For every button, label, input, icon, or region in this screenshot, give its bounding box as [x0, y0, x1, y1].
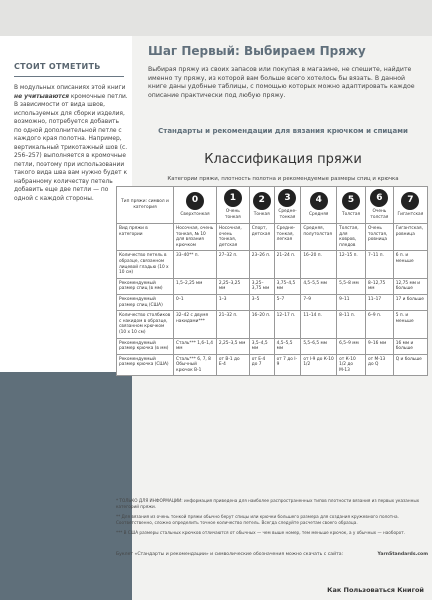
table-cell: 21–32 п. [216, 311, 249, 338]
table-cell: от Е-4 до 7 [249, 354, 274, 376]
top-band [0, 0, 432, 36]
main-content [116, 36, 428, 596]
yarn-weight-symbol-icon: 4 [310, 192, 328, 210]
table-cell: 16–20 п. [249, 311, 274, 338]
sidebar-heading: СТОИТ ОТМЕТИТЬ [14, 62, 101, 71]
row-header: Рекомендуемый размер спиц (США) [117, 294, 174, 310]
page-title: Шаг Первый: Выбираем Пряжу [148, 44, 366, 58]
yarn-category-label: Толстая [342, 212, 361, 218]
table-cell: 8–11 п. [337, 311, 366, 338]
table-cell: 3,75–4,5 мм [274, 278, 301, 294]
table-cell [337, 187, 366, 224]
table-cell: 12–17 п. [274, 311, 301, 338]
table-cell [174, 187, 217, 224]
table-cell [301, 187, 337, 224]
table-cell: 4,5–5,5 мм [274, 338, 301, 354]
yarn-standards-link[interactable]: YarnStandards.com [377, 552, 428, 557]
table-cell: 12,75 мм и больше [393, 278, 427, 294]
row-header: Рекомендуемый размер крючка (США) [117, 354, 174, 376]
yarn-weight-symbol-icon: 3 [278, 189, 296, 207]
table-cell: 3,25–3,75 мм [249, 278, 274, 294]
table-cell: 9–11 [337, 294, 366, 310]
table-cell: Средняя, полутолстая [301, 224, 337, 251]
table-cell: Носочная, очень тонкая, детская [216, 224, 249, 251]
table-cell: 21–24 п. [274, 251, 301, 278]
table-cell [249, 187, 274, 224]
sidebar-body-prefix: В модульных описаниях этой книги [14, 85, 126, 91]
intro-paragraph: Выбирая пряжу из своих запасов или покупая в магазине, не спешите, найдите именно ту пряжу, из которой вам больше всего хотелось бы вязать. В данной книге даны удобные таблицы, с помощью которых можно адаптировать каждое описание практически под любую пряжу. [148, 66, 415, 99]
table-cell: 5,5–8 мм [337, 278, 366, 294]
footer-text: Буклет «Стандарты и рекомендации» и символические обозначения можно скачать с сайта: [116, 552, 344, 557]
yarn-category-label: Средне-тонкая [278, 209, 297, 220]
table-cell [216, 187, 249, 224]
table-cell: 27–32 п. [216, 251, 249, 278]
yarn-weight-symbol-icon: 6 [370, 189, 388, 207]
sidebar-note-box [0, 36, 132, 372]
table-cell: 6,5–9 мм [337, 338, 366, 354]
table-row [117, 187, 428, 224]
table-caption: Категории пряжи, плотность полотна и рекомендуемые размеры спиц и крючка [167, 176, 399, 182]
table-row [117, 354, 428, 376]
footnote: * ТОЛЬКО ДЛЯ ИНФОРМАЦИИ: информация приведена для наиболее распространенных типов плотности вязания из первых указанных категорий пряжи. [116, 498, 420, 509]
section-subtitle: Стандарты и рекомендации для вязания крючком и спицами [158, 127, 408, 135]
yarn-table [116, 186, 428, 376]
yarn-weight-symbol-icon: 5 [342, 192, 360, 210]
row-header: Рекомендуемый размер спиц (в мм) [117, 278, 174, 294]
table-row [117, 311, 428, 338]
table-cell: 33–40** п. [174, 251, 217, 278]
table-cell: 23–26 п. [249, 251, 274, 278]
yarn-weight-symbol-icon: 0 [186, 192, 204, 210]
table-cell: Носочная, очень тонкая, № 10 для вязания крючком [174, 224, 217, 251]
table-cell: 32–42 с двумя накидами*** [174, 311, 217, 338]
table-cell: Толстая, для ковров, пледов [337, 224, 366, 251]
table-cell: от 7 до I-9 [274, 354, 301, 376]
table-cell: 16–20 п. [301, 251, 337, 278]
sidebar-body-suffix: кромочные петли. В зависимости от вида швов, используемых для сборки изделия, возможно, потребуется добавить по одной дополнительной петле с каждого края полотна. Например, вертикальный трикотажный шов (с. 256–257) выполняется в кромочные петли, поэтому при использовании такого вида шва вам нужно будет к набранному количеству петель добавить еще две петли — по одной с каждой стороны. [14, 93, 128, 202]
yarn-category-label: Тонкая [253, 212, 270, 218]
table-cell: 6 п. и меньше [393, 251, 427, 278]
row-header: Количество петель в образце, связанном лицевой гладью (10 x 10 см) [117, 251, 174, 278]
table-cell: 3–5 [249, 294, 274, 310]
table-cell: 5–7 [274, 294, 301, 310]
yarn-category-label: Гигантская [397, 212, 424, 218]
table-cell: от I-9 до К-10 1/2 [301, 354, 337, 376]
table-cell [366, 187, 394, 224]
table-cell: 2,25–3,5 мм [216, 338, 249, 354]
table-cell: 1,5–2,25 мм [174, 278, 217, 294]
table-row [117, 278, 428, 294]
table-cell: 1–3 [216, 294, 249, 310]
table-cell: 17 и больше [393, 294, 427, 310]
table-cell: 7–11 п. [366, 251, 394, 278]
yarn-category-label: Сверхтонкая [180, 212, 210, 218]
yarn-category-label: Средняя [309, 212, 329, 218]
table-cell: 3,5–4,5 мм [249, 338, 274, 354]
row-header: Вид пряжи в категории [117, 224, 174, 251]
table-cell: Сталь*** 1,6–1,4 мм [174, 338, 217, 354]
footnote: *** В США размеры стальных крючков отличаются от обычных — чем выше номер, тем меньше крючок, а у обычных — наоборот. [116, 530, 406, 535]
table-cell: 6–9 п. [366, 311, 394, 338]
yarn-weight-symbol-icon: 2 [253, 192, 271, 210]
table-cell: Очень толстая, ровница [366, 224, 394, 251]
table-row [117, 338, 428, 354]
sidebar-divider [14, 76, 124, 77]
table-cell: Сталь*** 6, 7, 8 Обычный крючок В-1 [174, 354, 217, 376]
sidebar-body [14, 84, 128, 203]
table-cell: 16 мм и больше [393, 338, 427, 354]
yarn-weight-symbol-icon: 1 [224, 189, 242, 207]
table-cell: 12–15 п. [337, 251, 366, 278]
yarn-category-label: Очень толстая [370, 209, 389, 220]
footnote: ** Для вязания из очень тонкой пряжи обычно берут спицы или крючки большего размера для создания кружевного полотна. Соответственно, сложно определить точное количество петель. Всегда следуйте расчетам своего образца. [116, 514, 399, 525]
table-cell [393, 187, 427, 224]
table-cell: от К-10 1/2 до М-13 [337, 354, 366, 376]
row-header: Тип пряжи: символ и категория [117, 187, 174, 224]
table-cell: 11–14 п. [301, 311, 337, 338]
sidebar-body-emphasis: не учитываются [14, 93, 69, 100]
table-cell: 8–12,75 мм [366, 278, 394, 294]
classification-heading: Классификация пряжи [204, 152, 362, 167]
table-cell: 11–17 [366, 294, 394, 310]
table-cell: 4,5–5,5 мм [301, 278, 337, 294]
table-cell: Спорт, детская [249, 224, 274, 251]
table-cell: 7–9 [301, 294, 337, 310]
table-cell: от В-1 до Е-4 [216, 354, 249, 376]
table-cell: Средне-тонкая, легкая [274, 224, 301, 251]
table-row [117, 251, 428, 278]
footer-link-line [116, 552, 428, 557]
table-cell: 5,5–6,5 мм [301, 338, 337, 354]
table-row [117, 224, 428, 251]
table-row [117, 294, 428, 310]
table-cell: от М-13 до Q [366, 354, 394, 376]
table-cell: Q и больше [393, 354, 427, 376]
table-cell [274, 187, 301, 224]
sidebar [0, 36, 132, 600]
page-footer-label: Как Пользоваться Книгой [327, 586, 424, 594]
row-header: Количество столбиков с накидом в образце, связанном крючком (10 x 10 см) [117, 311, 174, 338]
table-cell: 0–1 [174, 294, 217, 310]
table-cell: 9–16 мм [366, 338, 394, 354]
table-cell: 5 п. и меньше [393, 311, 427, 338]
yarn-weight-symbol-icon: 7 [401, 192, 419, 210]
yarn-category-label: Очень тонкая [224, 209, 241, 220]
table-cell: Гигантская, ровница [393, 224, 427, 251]
footnotes [116, 498, 428, 540]
table-cell: 2,25–3,25 мм [216, 278, 249, 294]
row-header: Рекомендуемый размер крючка (в мм) [117, 338, 174, 354]
